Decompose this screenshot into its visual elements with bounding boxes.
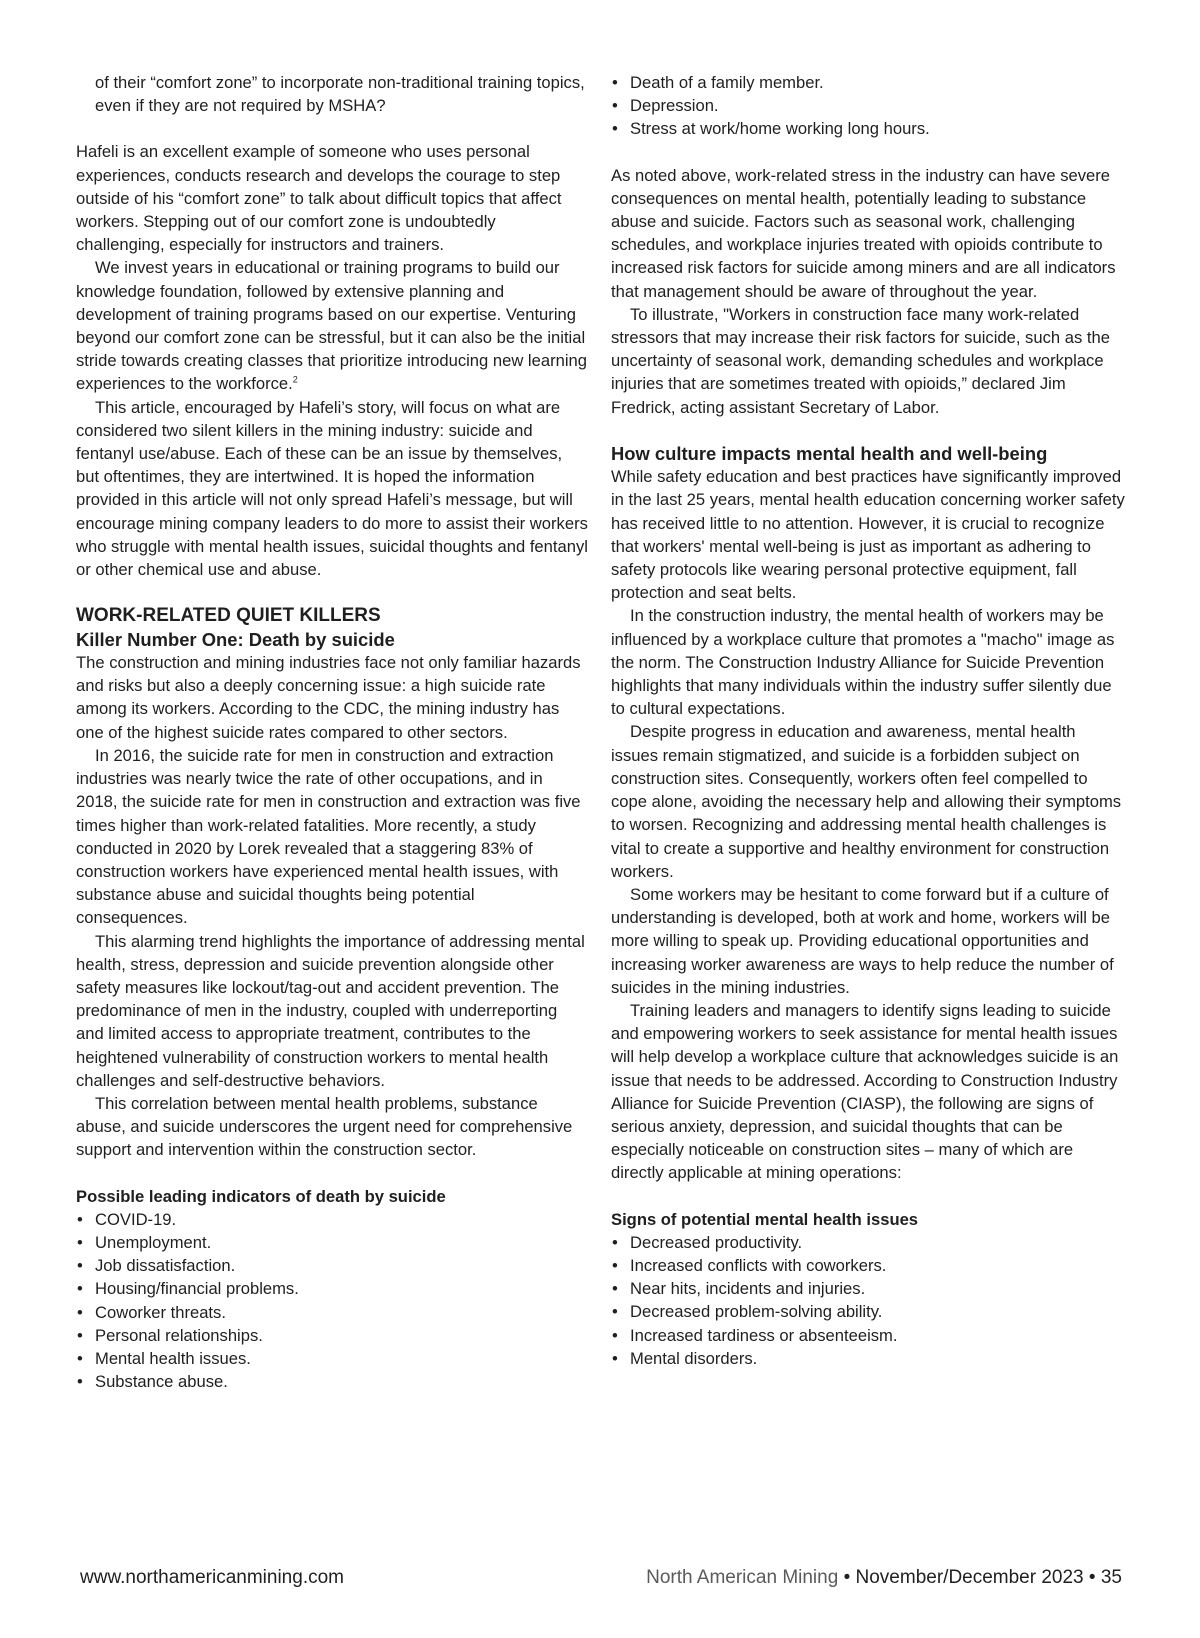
list-heading: Signs of potential mental health issues — [611, 1209, 919, 1229]
paragraph: This correlation between mental health problems, substance abuse, and suicide underscores the urgent need for comprehensive support and intervention within the construction sector. — [76, 1093, 573, 1160]
list-item: • Job dissatisfaction. — [76, 1254, 588, 1277]
footer-url: www.northamericanmining.com — [80, 1567, 344, 1588]
paragraph: To illustrate, "Workers in construction face many work-related stressors that may increase their risk factors for suicide, such as the uncertainty of seasonal work, demanding schedules and workplace injuries that are sometimes treated with opioids,” declared Jim Fredrick, acting assistant Secretary of Labor. — [611, 304, 1110, 417]
list-item: • Substance abuse. — [76, 1370, 588, 1393]
paragraph: As noted above, work-related stress in the industry can have severe consequences on mental health, potentially leading to substance abuse and suicide. Factors such as seasonal work, challenging schedules, and workplace injuries treated with opioids contribute to increased risk factors for suicide among miners and are all indicators that management should be aware of throughout the year. — [611, 165, 1116, 301]
list-item: • Stress at work/home working long hours. — [611, 117, 1126, 140]
list-item: • Housing/financial problems. — [76, 1277, 588, 1300]
list-item: • Depression. — [611, 94, 1126, 117]
footnote-ref: 2 — [292, 374, 298, 385]
paragraph: In the construction industry, the mental health of workers may be influenced by a workplace culture that promotes a "macho" image as the norm. The Construction Industry Alliance for Suicide Prevention highlights that many individuals within the industry suffer silently due to cultural expectations. — [611, 606, 1115, 719]
paragraph: Despite progress in education and awareness, mental health issues remain stigmatized, and suicide is a forbidden subject on construction sites. Consequently, workers often feel compelled to cope alone, avoiding the necessary help and allowing their symptoms to worsen. Recognizing and addressing mental health challenges is vital to create a supportive and healthy environment for construction workers. — [611, 722, 1122, 881]
paragraph: Training leaders and managers to identify signs leading to suicide and empowering workers to seek assistance for mental health issues will help develop a workplace culture that acknowledges suicide is an issue that needs to be addressed. According to Construction Industry Alliance for Suicide Prevention (CIASP), the following are signs of serious anxiety, depression, and suicidal thoughts that can be especially noticeable on construction sites – many of which are directly applicable at mining operations: — [611, 1000, 1119, 1183]
list-item: • Near hits, incidents and injuries. — [611, 1277, 1126, 1300]
paragraph: This alarming trend highlights the importance of addressing mental health, stress, depression and suicide prevention alongside other safety measures like lockout/tag-out and accident prevention. The predominance of men in the industry, coupled with underreporting and limited access to appropriate treatment, contributes to the heightened vulnerability of construction workers to mental health challenges and self-destructive behaviors. — [76, 931, 585, 1090]
intro-continuation: of their “comfort zone” to incorporate non-traditional training topics, even if they are not required by MSHA? — [95, 73, 585, 116]
paragraph: While safety education and best practices have significantly improved in the last 25 years, mental health education concerning worker safety has received little to no attention. However, it is crucial to recognize that workers' mental well-being is just as important as adhering to safety protocols like wearing personal protective equipment, fall protection and seat belts. — [611, 467, 1125, 603]
publication-name: North American Mining — [646, 1567, 839, 1588]
list-item: • Increased tardiness or absenteeism. — [611, 1324, 1126, 1347]
list-item: • Personal relationships. — [76, 1324, 588, 1347]
list-item: • Mental disorders. — [611, 1347, 1126, 1370]
paragraph: In 2016, the suicide rate for men in construction and extraction industries was nearly twice the rate of other occupations, and in 2018, the suicide rate for men in construction and extraction was five times higher than work-related fatalities. More recently, a study conducted in 2020 by Lorek revealed that a staggering 83% of construction workers have experienced mental health issues, with substance abuse and suicidal thoughts being potential consequences. — [76, 745, 581, 928]
paragraph — [76, 256, 588, 395]
paragraph: Some workers may be hesitant to come forward but if a culture of understanding is developed, both at work and home, workers will be more willing to speak up. Providing educational opportunities and increasing worker awareness are ways to help reduce the number of suicides in the mining industries. — [611, 884, 1114, 997]
list-item: • Decreased problem-solving ability. — [611, 1300, 1126, 1323]
list-item: • Death of a family member. — [611, 71, 1126, 94]
paragraph-text: We invest years in educational or training programs to build our knowledge foundation, followed by extensive planning and development of training programs based on our expertise. Venturing beyond our comfort zone can be stressful, but it can also be the initial stride towards creating classes that prioritize introducing new learning experiences to the workforce. — [76, 258, 587, 394]
signs-list — [611, 1231, 1126, 1370]
list-item: • Increased conflicts with coworkers. — [611, 1254, 1126, 1277]
paragraph: This article, encouraged by Hafeli’s story, will focus on what are considered two silent killers in the mining industry: suicide and fentanyl use/abuse. Each of these can be an issue by themselves, but oftentimes, they are intertwined. It is hoped the information provided in this article will not only spread Hafeli’s message, but will encourage mining company leaders to do more to assist their workers who struggle with mental health issues, suicidal thoughts and fentanyl or other chemical use and abuse. — [76, 397, 588, 580]
list-heading: Possible leading indicators of death by suicide — [76, 1186, 446, 1206]
page-number: 35 — [1100, 1567, 1122, 1588]
list-item: • Decreased productivity. — [611, 1231, 1126, 1254]
paragraph: The construction and mining industries face not only familiar hazards and risks but also a deeply concerning issue: a high suicide rate among its workers. According to the CDC, the mining industry has one of the highest suicide rates compared to other sectors. — [76, 653, 581, 742]
issue-date: November/December 2023 — [855, 1567, 1084, 1588]
separator: • — [843, 1567, 851, 1588]
left-column — [76, 71, 588, 1393]
list-item: • Coworker threats. — [76, 1301, 588, 1324]
list-item: • Mental health issues. — [76, 1347, 588, 1370]
indicator-list-continued — [611, 71, 1126, 141]
right-column — [611, 71, 1126, 1370]
indicator-list — [76, 1208, 588, 1394]
footer-folio — [646, 1566, 1122, 1590]
subsection-heading: Killer Number One: Death by suicide — [76, 628, 395, 650]
separator: • — [1088, 1567, 1096, 1588]
list-item: • Unemployment. — [76, 1231, 588, 1254]
section-heading: WORK-RELATED QUIET KILLERS — [76, 605, 381, 627]
section-heading: How culture impacts mental health and well-being — [611, 442, 1048, 464]
list-item: • COVID-19. — [76, 1208, 588, 1231]
paragraph: Hafeli is an excellent example of someone who uses personal experiences, conducts research and develops the courage to step outside of his “comfort zone” to talk about difficult topics that affect workers. Stepping out of our comfort zone is undoubtedly challenging, especially for instructors and trainers. — [76, 142, 562, 255]
